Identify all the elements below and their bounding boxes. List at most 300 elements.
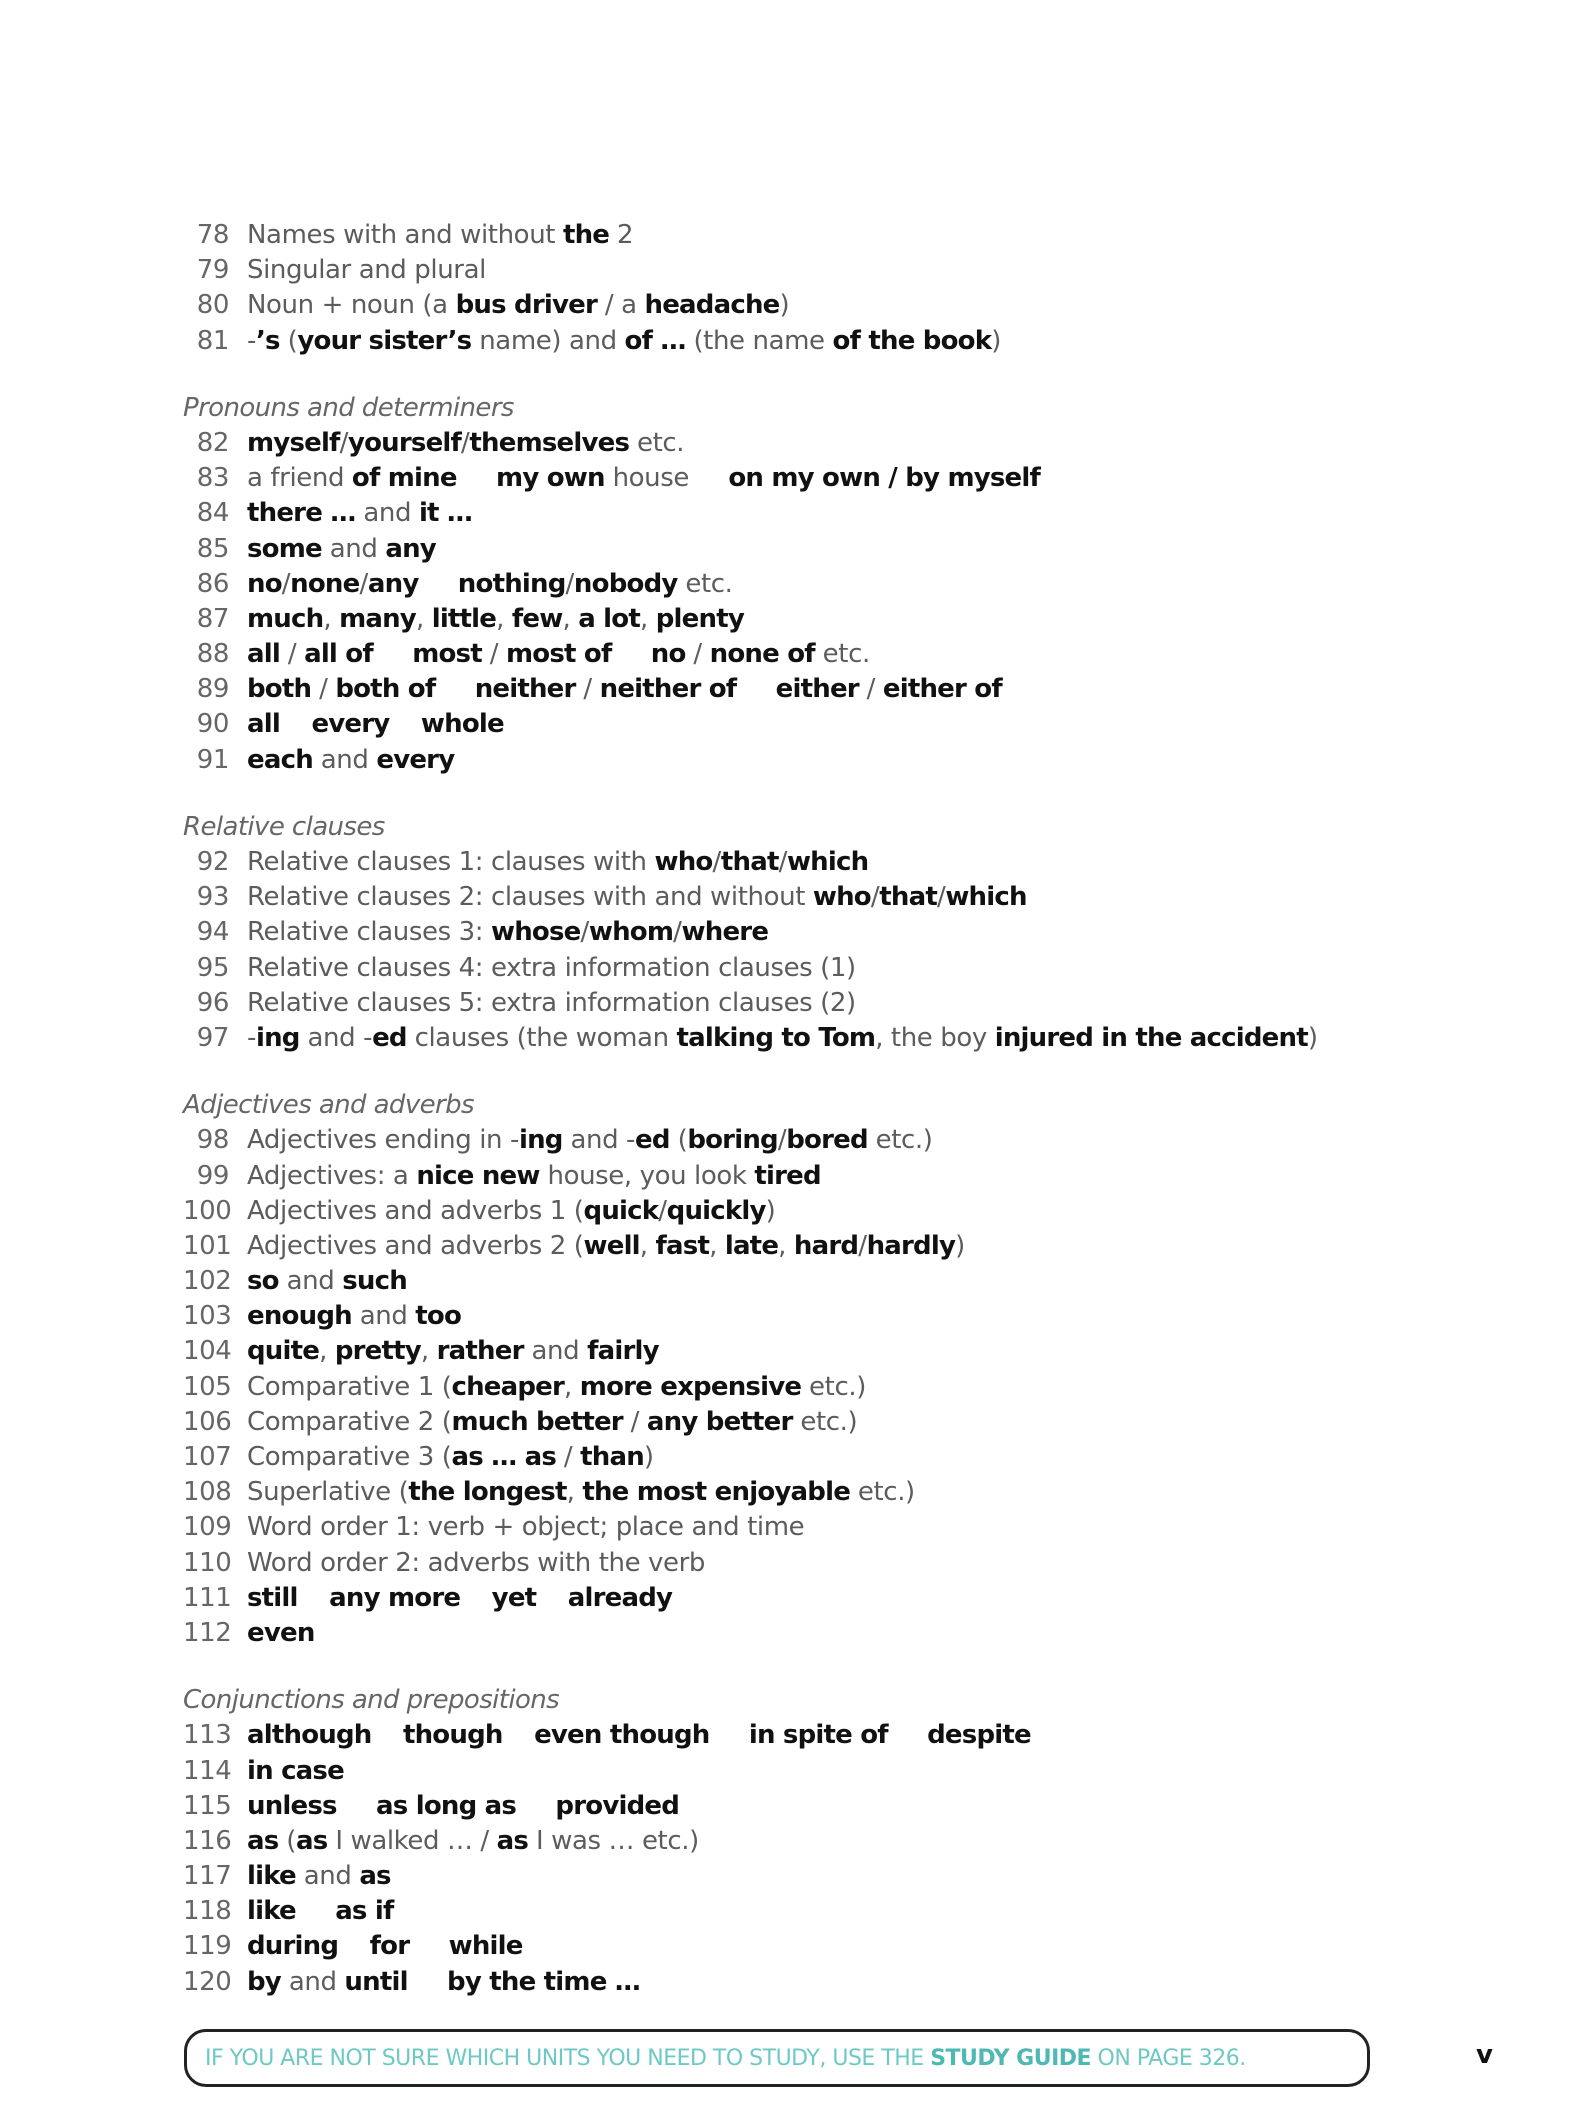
unit-title <box>247 1894 393 1929</box>
keyword-text: much better <box>451 1406 623 1437</box>
unit-title-text: ) <box>779 290 790 321</box>
keyword-text: still <box>247 1582 298 1613</box>
unit-title <box>247 602 744 637</box>
keyword-text: bored <box>786 1125 868 1156</box>
keyword-text: my own <box>496 463 605 494</box>
unit-title-text: and <box>278 1266 343 1297</box>
unit-title-text: / <box>359 568 368 599</box>
keyword-text: as … as <box>451 1442 557 1472</box>
keyword-text: who <box>654 847 713 877</box>
unit-title-text: and <box>295 1861 360 1892</box>
unit-title-text: ) <box>765 1195 776 1226</box>
unit-title-text: Word order 1: verb + object; place and time <box>247 1512 805 1543</box>
keyword-text: as long as <box>376 1790 517 1821</box>
keyword-text: by <box>247 1966 281 1997</box>
unit-title-text <box>503 1720 534 1750</box>
keyword-text: hard <box>793 1230 859 1261</box>
unit-entry[interactable] <box>183 1894 1403 1929</box>
unit-title <box>247 986 856 1021</box>
keyword-text: quick <box>583 1195 659 1226</box>
unit-title-text: , <box>415 603 432 634</box>
unit-entry[interactable] <box>183 288 1403 323</box>
unit-title <box>247 496 472 531</box>
unit-entry[interactable] <box>183 1370 1403 1405</box>
unit-title <box>247 1546 705 1581</box>
keyword-text: any more <box>329 1582 461 1613</box>
unit-number: 106 <box>183 1406 232 1437</box>
section <box>183 218 1403 359</box>
unit-title <box>247 1194 775 1229</box>
unit-entry[interactable] <box>183 1194 1403 1229</box>
keyword-text: neither <box>474 674 576 705</box>
unit-entry[interactable] <box>183 1440 1403 1475</box>
unit-title-text: etc. <box>677 568 733 599</box>
unit-entry[interactable] <box>183 1929 1403 1964</box>
unit-title-text: Relative clauses 2: clauses with and without <box>247 882 813 913</box>
keyword-text: it … <box>418 498 473 529</box>
unit-number: 85 <box>196 533 229 564</box>
unit-title-text: / <box>685 639 710 670</box>
keyword-text: already <box>567 1582 673 1613</box>
keyword-text: ed <box>372 1022 407 1053</box>
keyword-text: both of <box>335 674 436 705</box>
keyword-text: any <box>367 568 419 599</box>
unit-title-text: and - <box>562 1125 636 1156</box>
unit-number: 91 <box>196 744 229 775</box>
unit-number: 99 <box>196 1160 229 1191</box>
unit-title-text: etc.) <box>801 1371 866 1402</box>
unit-number: 87 <box>196 603 229 634</box>
keyword-text: any <box>385 533 436 564</box>
unit-title-text: / <box>556 1442 581 1472</box>
unit-title-text: / <box>778 847 787 877</box>
unit-entry[interactable] <box>183 253 1403 288</box>
unit-entry[interactable] <box>183 1965 1403 2000</box>
unit-entry[interactable] <box>183 743 1403 778</box>
unit-title <box>247 1123 933 1158</box>
keyword-text: such <box>342 1266 407 1297</box>
keyword-text: of the book <box>832 325 992 356</box>
keyword-text: yet <box>491 1582 537 1613</box>
keyword-text: despite <box>927 1720 1031 1751</box>
unit-entry[interactable] <box>183 1264 1403 1299</box>
unit-title-text: / <box>658 1195 667 1226</box>
unit-title-text: / a <box>596 290 645 321</box>
unit-title-text <box>338 1931 369 1961</box>
unit-title <box>247 743 454 778</box>
unit-title-text: / <box>311 674 336 705</box>
unit-title-text: and <box>351 1301 416 1332</box>
unit-entry[interactable] <box>183 1718 1403 1753</box>
unit-title-text: Relative clauses 5: extra information clauses (2) <box>247 987 856 1018</box>
keyword-text: nothing <box>457 568 566 599</box>
keyword-text: as <box>496 1825 529 1856</box>
unit-number: 80 <box>196 290 229 321</box>
keyword-text: in spite of <box>748 1720 888 1751</box>
keyword-text: many <box>339 603 416 634</box>
contents-list <box>183 218 1403 2000</box>
unit-title-text: / <box>575 674 600 705</box>
unit-title-text <box>457 463 496 493</box>
unit-number: 81 <box>196 325 229 356</box>
keyword-text: where <box>681 917 769 948</box>
keyword-text: while <box>448 1931 523 1962</box>
unit-title-text: Singular and plural <box>247 255 486 286</box>
unit-entry[interactable] <box>183 461 1403 496</box>
unit-entry[interactable] <box>183 1754 1403 1789</box>
unit-title-text: , <box>562 603 579 634</box>
unit-number: 118 <box>183 1896 232 1927</box>
section-title: Relative clauses <box>183 811 385 842</box>
unit-title-text: Comparative 1 ( <box>247 1371 452 1402</box>
unit-title <box>247 1754 344 1789</box>
keyword-text: pretty <box>334 1336 421 1367</box>
unit-title-text <box>409 1931 448 1961</box>
keyword-text: every <box>376 744 455 775</box>
unit-entry[interactable] <box>183 567 1403 602</box>
unit-title-text: ) <box>1307 1022 1318 1053</box>
unit-title <box>247 1789 679 1824</box>
unit-entry[interactable] <box>183 1859 1403 1894</box>
unit-title-text: / <box>936 882 946 913</box>
unit-title-text <box>373 639 412 669</box>
keyword-text: all <box>247 639 280 670</box>
unit-title-text: / <box>281 568 291 599</box>
unit-entry[interactable] <box>183 1824 1403 1859</box>
keyword-text: even though <box>534 1720 710 1751</box>
unit-entry[interactable] <box>183 672 1403 707</box>
section-title: Conjunctions and prepositions <box>183 1685 560 1716</box>
unit-title-text: house <box>604 463 729 494</box>
unit-title-text <box>710 1720 749 1750</box>
unit-title-text <box>418 569 457 599</box>
keyword-text: little <box>431 603 497 634</box>
unit-title-text: and <box>321 533 386 564</box>
study-guide-note-suffix: ON PAGE 326. <box>1091 2045 1246 2071</box>
keyword-text: enough <box>247 1301 352 1332</box>
keyword-text: provided <box>555 1790 680 1821</box>
unit-number: 112 <box>183 1617 232 1648</box>
study-guide-note <box>184 2029 1370 2087</box>
keyword-text: few <box>511 603 563 634</box>
keyword-text: every <box>311 709 390 740</box>
unit-title-text <box>888 1720 927 1750</box>
unit-title-text: , <box>566 1477 583 1508</box>
unit-title <box>247 915 768 950</box>
unit-number: 82 <box>196 427 229 458</box>
unit-title-text: ( <box>279 325 298 356</box>
keyword-text: like <box>247 1861 296 1892</box>
unit-title-text <box>298 1583 329 1613</box>
keyword-text: hardly <box>866 1230 956 1261</box>
keyword-text: nobody <box>573 568 678 599</box>
unit-entry[interactable] <box>183 1159 1403 1194</box>
unit-title <box>247 1405 857 1440</box>
unit-number: 114 <box>183 1755 232 1786</box>
keyword-text: either <box>775 674 859 705</box>
unit-title <box>247 253 486 288</box>
unit-number: 102 <box>183 1266 232 1297</box>
unit-title-text: ) <box>955 1230 965 1261</box>
unit-title-text: / <box>858 674 883 705</box>
unit-title-text: etc. <box>814 639 870 670</box>
unit-title <box>247 1929 523 1964</box>
unit-title <box>247 845 868 880</box>
keyword-text: most <box>412 639 482 670</box>
keyword-text: a lot <box>578 603 640 634</box>
unit-entry[interactable] <box>183 1405 1403 1440</box>
study-guide-link-text: STUDY GUIDE <box>930 2045 1092 2071</box>
unit-title <box>247 1229 965 1264</box>
unit-title-text: , the boy <box>875 1022 995 1053</box>
keyword-text: themselves <box>469 427 630 458</box>
unit-number: 111 <box>183 1582 232 1613</box>
unit-entry[interactable] <box>183 218 1403 253</box>
keyword-text: all of <box>304 639 373 670</box>
keyword-text: that <box>720 847 779 877</box>
unit-title-text <box>337 1791 376 1821</box>
unit-entry[interactable] <box>183 1581 1403 1616</box>
keyword-text: all <box>247 709 280 740</box>
unit-entry[interactable] <box>183 1789 1403 1824</box>
unit-title <box>247 707 504 742</box>
unit-title-text: - <box>247 325 256 356</box>
unit-entry[interactable] <box>183 880 1403 915</box>
unit-title-text: / <box>858 1230 867 1261</box>
unit-title-text <box>296 1896 335 1926</box>
unit-entry[interactable] <box>183 426 1403 461</box>
unit-title-text: / <box>481 639 506 670</box>
unit-title-text: , <box>319 1336 335 1367</box>
keyword-text: no <box>247 568 282 599</box>
keyword-text: who <box>812 882 871 913</box>
unit-title <box>247 426 684 461</box>
unit-title-text: and <box>280 1966 345 1997</box>
unit-title-text: etc.) <box>792 1406 858 1437</box>
keyword-text: whom <box>588 917 674 948</box>
keyword-text: either of <box>882 674 1002 705</box>
unit-entry[interactable] <box>183 532 1403 567</box>
keyword-text: ing <box>255 1022 300 1053</box>
unit-entry[interactable] <box>183 496 1403 531</box>
unit-title <box>247 1021 1318 1056</box>
unit-title-text: Adjectives: a <box>247 1160 417 1191</box>
unit-title <box>247 218 633 253</box>
unit-title-text: / <box>673 917 682 948</box>
unit-title-text <box>536 1583 567 1613</box>
unit-entry[interactable] <box>183 602 1403 637</box>
unit-number: 110 <box>183 1547 232 1578</box>
keyword-text: late <box>724 1230 779 1261</box>
unit-title-text: , <box>323 603 340 634</box>
unit-number: 116 <box>183 1825 232 1856</box>
unit-number: 79 <box>196 255 229 286</box>
unit-title <box>247 1264 407 1299</box>
unit-title-text: Relative clauses 3: <box>247 917 491 948</box>
unit-title-text: and <box>523 1336 588 1367</box>
unit-number: 117 <box>183 1861 232 1892</box>
keyword-text: the longest <box>408 1477 567 1508</box>
unit-title-text: / <box>580 917 589 948</box>
keyword-text: more expensive <box>579 1371 802 1402</box>
keyword-text: well <box>583 1230 640 1261</box>
unit-entry[interactable] <box>183 845 1403 880</box>
unit-number: 88 <box>196 639 229 670</box>
unit-title-text <box>611 639 650 669</box>
unit-title-text: clauses (the woman <box>406 1022 677 1053</box>
page-number: v <box>1476 2040 1493 2070</box>
keyword-text: none <box>290 568 360 599</box>
unit-entry[interactable] <box>183 1616 1403 1651</box>
unit-title-text: Comparative 3 ( <box>247 1442 452 1472</box>
unit-title <box>247 637 870 672</box>
unit-title <box>247 532 436 567</box>
unit-number: 104 <box>183 1336 232 1367</box>
unit-entry[interactable] <box>183 637 1403 672</box>
unit-title <box>247 672 1002 707</box>
unit-entry[interactable] <box>183 1299 1403 1334</box>
unit-title <box>247 1370 866 1405</box>
unit-number: 96 <box>196 987 229 1018</box>
unit-title <box>247 1440 654 1475</box>
keyword-text: the <box>562 220 610 250</box>
keyword-text: quickly <box>666 1195 766 1226</box>
unit-title <box>247 1475 915 1510</box>
unit-title-text: Word order 2: adverbs with the verb <box>247 1547 706 1578</box>
unit-title <box>247 1824 699 1859</box>
unit-title-text <box>460 1583 491 1613</box>
unit-title-text: name) and <box>471 325 625 356</box>
unit-entry[interactable] <box>183 1123 1403 1158</box>
keyword-text: even <box>247 1617 315 1648</box>
keyword-text: nice new <box>416 1160 540 1191</box>
unit-entry[interactable] <box>183 1475 1403 1510</box>
unit-title <box>247 324 1001 359</box>
unit-title <box>247 1159 821 1194</box>
unit-entry[interactable] <box>183 1546 1403 1581</box>
keyword-text: too <box>415 1301 462 1332</box>
unit-title-text: etc. <box>629 427 685 458</box>
unit-title-text: , <box>639 1230 656 1261</box>
unit-title-text <box>516 1791 555 1821</box>
keyword-text: in case <box>247 1755 344 1786</box>
keyword-text: for <box>369 1931 410 1962</box>
unit-title <box>247 1581 672 1616</box>
unit-number: 107 <box>183 1442 232 1472</box>
unit-number: 103 <box>183 1301 232 1332</box>
keyword-text: tired <box>754 1160 821 1191</box>
unit-entry[interactable] <box>183 951 1403 986</box>
unit-title-text: Adjectives ending in - <box>247 1125 519 1156</box>
unit-title-text: Names with and without <box>247 220 563 250</box>
keyword-text: talking to Tom <box>676 1022 876 1053</box>
unit-number: 105 <box>183 1371 232 1402</box>
keyword-text: yourself <box>347 427 462 458</box>
unit-entry[interactable] <box>183 1334 1403 1369</box>
keyword-text: so <box>247 1266 279 1297</box>
keyword-text: much <box>247 603 324 634</box>
unit-title-text: I walked … / <box>327 1825 497 1856</box>
unit-title-text: , <box>496 603 512 634</box>
unit-title <box>247 567 733 602</box>
unit-title <box>247 880 1027 915</box>
unit-title-text: Superlative ( <box>247 1477 409 1508</box>
keyword-text: during <box>247 1931 339 1962</box>
unit-title-text <box>372 1720 403 1750</box>
unit-number: 83 <box>196 463 229 494</box>
unit-title-text: and <box>355 498 419 529</box>
unit-title-text: Adjectives and adverbs 1 ( <box>247 1195 584 1226</box>
keyword-text: as <box>247 1825 279 1856</box>
unit-title-text: / <box>712 847 721 877</box>
keyword-text: any better <box>646 1406 793 1437</box>
keyword-text: by the time … <box>447 1966 640 1997</box>
unit-entry[interactable] <box>183 1510 1403 1545</box>
unit-title-text: / <box>870 882 880 913</box>
keyword-text: injured in the accident <box>994 1022 1308 1053</box>
keyword-text: fairly <box>587 1336 659 1367</box>
unit-number: 78 <box>196 220 229 250</box>
keyword-text: quite <box>247 1336 320 1367</box>
unit-entry[interactable] <box>183 324 1403 359</box>
keyword-text: there … <box>247 498 356 529</box>
unit-title-text <box>389 709 420 739</box>
unit-title-text: ) <box>991 325 1001 356</box>
unit-number: 108 <box>183 1477 232 1508</box>
unit-title-text: house, you look <box>539 1160 755 1191</box>
unit-title-text: and <box>312 744 377 775</box>
keyword-text: each <box>247 744 313 775</box>
unit-title-text: etc.) <box>867 1125 933 1156</box>
keyword-text: as if <box>335 1896 394 1927</box>
unit-entry[interactable] <box>183 1229 1403 1264</box>
unit-title-text: Noun + noun (a <box>247 290 456 321</box>
unit-title <box>247 1965 640 2000</box>
unit-number: 97 <box>196 1022 229 1053</box>
section <box>183 359 1403 778</box>
unit-title-text: , <box>709 1230 725 1261</box>
keyword-text: which <box>945 882 1027 913</box>
unit-title <box>247 1299 461 1334</box>
unit-number: 84 <box>196 498 229 529</box>
keyword-text: on my own / by myself <box>728 463 1041 494</box>
unit-entry[interactable] <box>183 986 1403 1021</box>
keyword-text: cheaper <box>451 1371 565 1402</box>
keyword-text: ed <box>635 1125 670 1156</box>
unit-entry[interactable] <box>183 915 1403 950</box>
unit-title-text <box>408 1967 447 1997</box>
unit-number: 90 <box>196 709 229 740</box>
unit-title-text: , <box>778 1230 794 1261</box>
unit-title-text: / <box>565 568 574 599</box>
keyword-text: whose <box>490 917 581 948</box>
unit-number: 115 <box>183 1790 232 1821</box>
unit-title-text: a friend <box>247 463 352 494</box>
section-title: Adjectives and adverbs <box>183 1090 474 1121</box>
unit-number: 98 <box>196 1125 229 1156</box>
unit-entry[interactable] <box>183 1021 1403 1056</box>
keyword-text: boring <box>687 1125 778 1156</box>
unit-title-text: etc.) <box>850 1477 915 1508</box>
keyword-text: of mine <box>351 463 457 494</box>
keyword-text: the most enjoyable <box>582 1477 851 1508</box>
unit-entry[interactable] <box>183 707 1403 742</box>
section <box>183 1651 1403 2000</box>
keyword-text: both <box>247 674 312 705</box>
unit-number: 113 <box>183 1720 232 1751</box>
keyword-text: that <box>879 882 937 913</box>
keyword-text: although <box>247 1720 372 1751</box>
